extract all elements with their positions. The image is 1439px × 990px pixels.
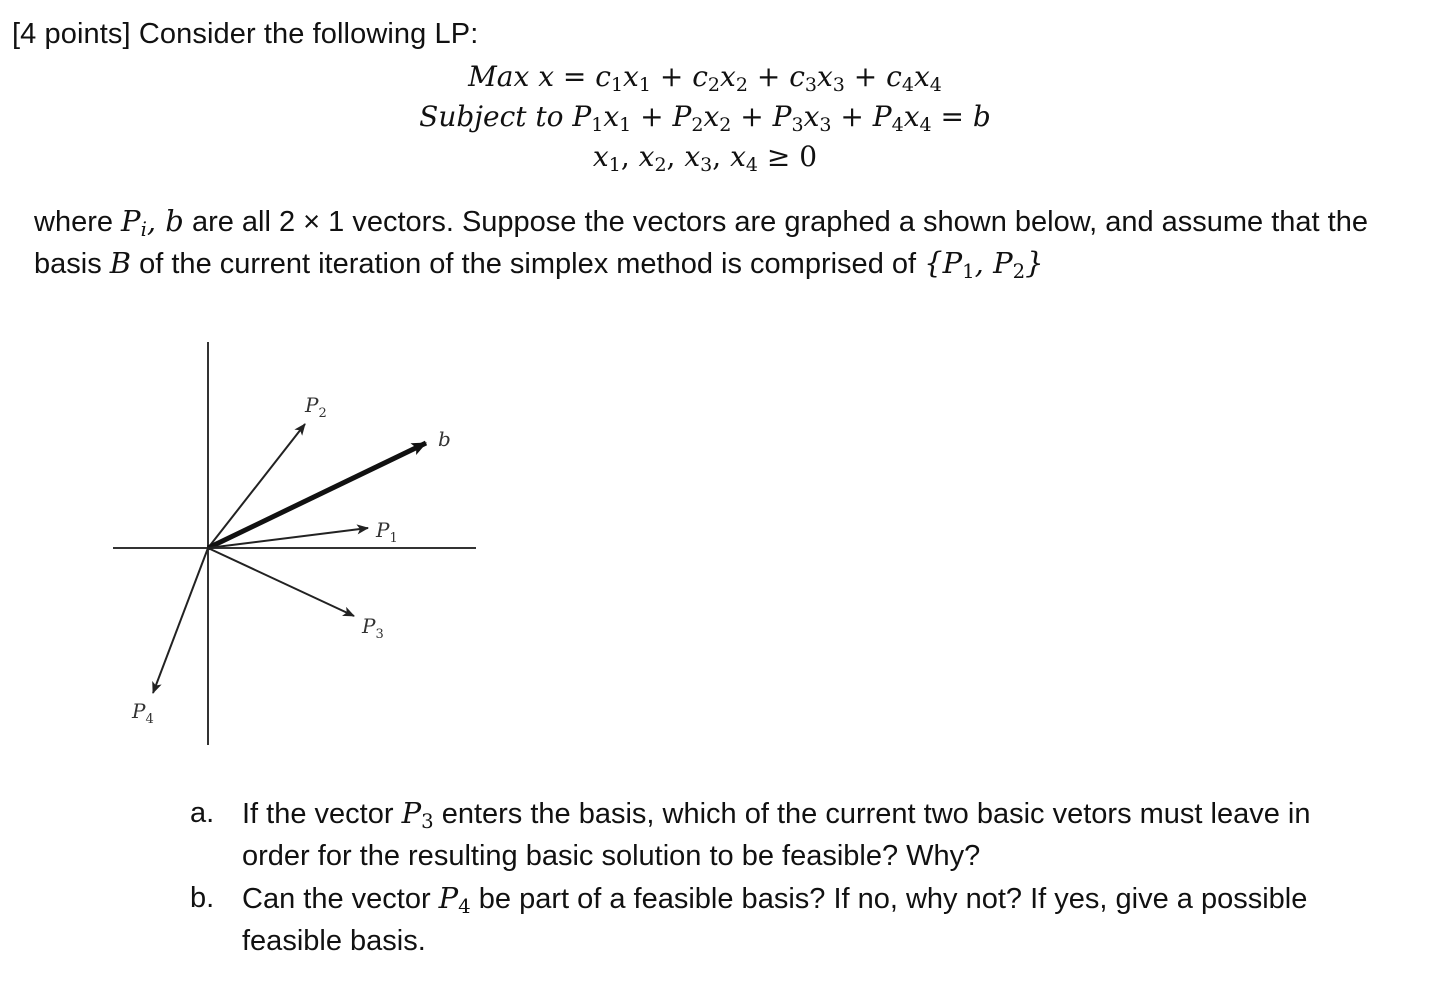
basis-set: {$P_1$, $P_2$} — [924, 246, 1044, 283]
objective-prefix: Max x = — [468, 60, 596, 93]
vector-p4-label: $P_4$ — [132, 699, 154, 727]
vector-b-label: b — [438, 427, 451, 451]
constraint-prefix: Subject to — [419, 100, 573, 133]
objective-term: $c_4x_4$ — [886, 60, 942, 96]
nonneg-var: $x_2$ — [638, 140, 667, 176]
question-marker: b. — [190, 882, 215, 914]
constraint-rhs: = b — [931, 100, 991, 133]
objective-equation: Max $x = c_1x_1 + c_2x_2 + c_3x_3 + c_4x_4$ — [468, 60, 942, 96]
vector-p2-label: $P_2$ — [305, 393, 327, 421]
nonneg-var: $x_3$ — [684, 140, 713, 176]
nonneg-var: $x_4$ — [730, 140, 758, 176]
constraint-term: $P_4x_4$ — [872, 100, 932, 136]
problem-intro: [4 points] Consider the following LP: — [12, 18, 479, 50]
question-text: If the vector $P_3$ enters the basis, which of the current two basic vetors must leave in order for the resulting basic solution to be feasible? Why? — [242, 796, 1311, 872]
question-text: Can the vector $P_4$ be part of a feasible basis? If no, why not? If yes, give a possible feasible basis. — [242, 881, 1308, 957]
vector-p4-arrow — [153, 548, 208, 693]
vector-p2-arrow — [208, 424, 305, 548]
vector-p3-arrow — [208, 548, 354, 616]
objective-term: $c_1x_1$ — [595, 60, 651, 96]
nonneg-var: $x_1$ — [592, 140, 621, 176]
constraint-term: $P_2x_2$ — [672, 100, 732, 136]
description-line-1: where $P_i$, b are all 2 × 1 vectors. Suppose the vectors are graphed a shown below, and assume that the — [34, 204, 1368, 241]
objective-term: $c_2x_2$ — [692, 60, 748, 96]
description-line-2: basis B of the current iteration of the simplex method is comprised of {$P_1$, $P_2$} — [34, 246, 1044, 283]
constraint-equation: Subject to $P_1x_1 + P_2x_2 + P_3x_3 + P_4x_4 = b$ — [419, 100, 991, 136]
objective-term: $c_3x_3$ — [789, 60, 845, 96]
vector-p1-label: $P_1$ — [376, 518, 398, 546]
constraint-term: $P_1x_1$ — [572, 100, 632, 136]
constraint-term: $P_3x_3$ — [772, 100, 832, 136]
nonneg-relation: ≥ 0 — [757, 140, 818, 173]
vector-p3-label: $P_3$ — [362, 614, 384, 642]
question-marker: a. — [190, 797, 215, 829]
nonnegativity-constraint: $x_1$, $x_2$, $x_3$, $x_4 \ge 0$ — [592, 140, 818, 176]
